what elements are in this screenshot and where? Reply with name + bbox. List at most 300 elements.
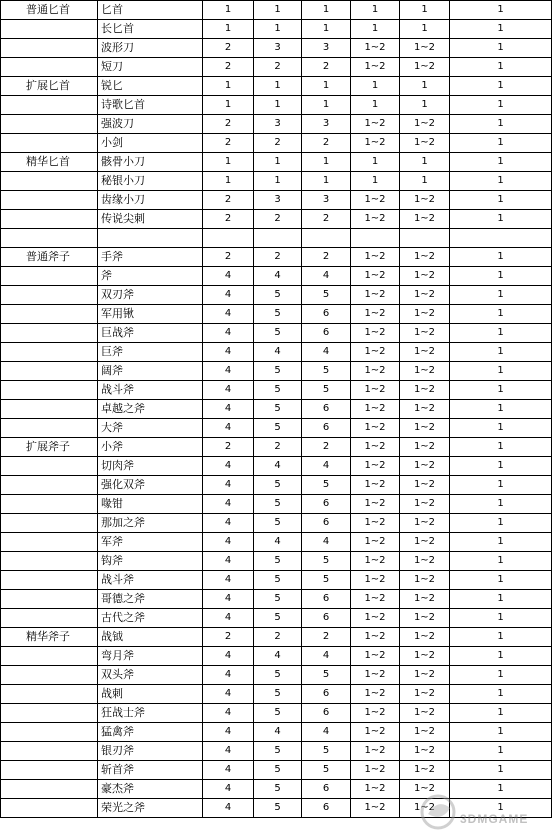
value-cell: 1: [351, 20, 400, 39]
value-cell: 1: [302, 153, 351, 172]
value-cell: 1: [450, 400, 552, 419]
value-cell: 6: [302, 419, 351, 438]
value-cell: 4: [203, 552, 254, 571]
value-cell: 3: [254, 39, 302, 58]
category-cell: [1, 305, 98, 324]
table-row: [1, 514, 552, 533]
value-cell: 2: [254, 58, 302, 77]
value-cell: 5: [302, 571, 351, 590]
category-cell: [1, 134, 98, 153]
value-cell: 2: [203, 438, 254, 457]
weapon-name-cell: 豪杰斧: [98, 780, 203, 799]
table-row: [1, 438, 552, 457]
value-cell: 5: [254, 685, 302, 704]
value-cell: 5: [254, 495, 302, 514]
value-cell: 1: [450, 514, 552, 533]
table-row: [1, 381, 552, 400]
category-cell: [1, 552, 98, 571]
weapon-name-cell: 斩首斧: [98, 761, 203, 780]
value-cell: 2: [203, 248, 254, 267]
table-row: [1, 742, 552, 761]
value-cell: 1: [351, 77, 400, 96]
table-row: [1, 590, 552, 609]
value-cell: 4: [203, 533, 254, 552]
value-cell: 1~2: [351, 723, 400, 742]
value-cell: 1: [203, 20, 254, 39]
category-cell: [1, 172, 98, 191]
value-cell: 2: [302, 248, 351, 267]
weapon-name-cell: 战斗斧: [98, 381, 203, 400]
value-cell: 1~2: [351, 476, 400, 495]
value-cell: 5: [254, 324, 302, 343]
weapon-name-cell: 喙钳: [98, 495, 203, 514]
weapon-name-cell: 那加之斧: [98, 514, 203, 533]
value-cell: 4: [302, 267, 351, 286]
value-cell: 1~2: [400, 742, 450, 761]
value-cell: 1: [450, 704, 552, 723]
value-cell: [302, 229, 351, 248]
value-cell: 5: [254, 571, 302, 590]
weapon-name-cell: 强波刀: [98, 115, 203, 134]
value-cell: [254, 229, 302, 248]
value-cell: 1: [450, 495, 552, 514]
value-cell: 1: [450, 39, 552, 58]
value-cell: 5: [254, 552, 302, 571]
value-cell: 1~2: [351, 666, 400, 685]
weapon-name-cell: 荣光之斧: [98, 799, 203, 818]
table-row: [1, 96, 552, 115]
value-cell: 6: [302, 590, 351, 609]
value-cell: 1: [351, 153, 400, 172]
weapon-name-cell: 双头斧: [98, 666, 203, 685]
watermark-logo-icon: [416, 792, 460, 832]
table-row: [1, 362, 552, 381]
category-cell: [1, 514, 98, 533]
value-cell: 4: [302, 533, 351, 552]
category-cell: 扩展斧子: [1, 438, 98, 457]
value-cell: 1~2: [400, 799, 450, 818]
value-cell: 1~2: [351, 742, 400, 761]
table-row: [1, 609, 552, 628]
value-cell: 1: [450, 305, 552, 324]
value-cell: 2: [203, 58, 254, 77]
value-cell: 5: [302, 362, 351, 381]
value-cell: 4: [203, 286, 254, 305]
value-cell: 1: [450, 324, 552, 343]
value-cell: 1: [400, 20, 450, 39]
value-cell: [203, 229, 254, 248]
table-row: [1, 647, 552, 666]
value-cell: 5: [254, 590, 302, 609]
value-cell: 1~2: [400, 533, 450, 552]
value-cell: 1~2: [400, 476, 450, 495]
category-cell: [1, 723, 98, 742]
table-row: [1, 495, 552, 514]
value-cell: 3: [302, 39, 351, 58]
value-cell: 1~2: [400, 400, 450, 419]
value-cell: 1~2: [400, 381, 450, 400]
value-cell: 4: [203, 343, 254, 362]
table-row: [1, 210, 552, 229]
value-cell: 1: [203, 77, 254, 96]
value-cell: 1~2: [400, 761, 450, 780]
value-cell: 1: [203, 172, 254, 191]
table-row: [1, 248, 552, 267]
table-row: [1, 324, 552, 343]
value-cell: 1: [450, 172, 552, 191]
value-cell: 1: [450, 742, 552, 761]
value-cell: 1: [351, 1, 400, 20]
table-row: [1, 58, 552, 77]
value-cell: 2: [254, 628, 302, 647]
value-cell: 4: [302, 457, 351, 476]
value-cell: 1: [450, 438, 552, 457]
value-cell: 1~2: [351, 704, 400, 723]
value-cell: 1: [203, 153, 254, 172]
weapon-name-cell: 短刀: [98, 58, 203, 77]
weapon-name-cell: 切肉斧: [98, 457, 203, 476]
value-cell: 5: [254, 514, 302, 533]
table-row: [1, 628, 552, 647]
value-cell: 1: [450, 476, 552, 495]
category-cell: [1, 210, 98, 229]
value-cell: 5: [254, 362, 302, 381]
value-cell: 4: [254, 343, 302, 362]
weapon-name-cell: 战钺: [98, 628, 203, 647]
category-cell: [1, 96, 98, 115]
value-cell: 3: [254, 115, 302, 134]
weapon-name-cell: 狂战士斧: [98, 704, 203, 723]
value-cell: 1~2: [351, 400, 400, 419]
value-cell: 1~2: [351, 761, 400, 780]
value-cell: 3: [302, 191, 351, 210]
value-cell: 2: [302, 134, 351, 153]
watermark-text: 3DMGAME: [460, 812, 529, 826]
value-cell: 5: [254, 666, 302, 685]
value-cell: 4: [254, 647, 302, 666]
table-row: [1, 305, 552, 324]
value-cell: 1~2: [351, 210, 400, 229]
weapon-name-cell: 匕首: [98, 1, 203, 20]
value-cell: 5: [254, 780, 302, 799]
weapon-name-cell: 战斗斧: [98, 571, 203, 590]
weapon-name-cell: 哥德之斧: [98, 590, 203, 609]
value-cell: 4: [203, 799, 254, 818]
table-row: [1, 20, 552, 39]
value-cell: 1: [400, 1, 450, 20]
weapon-name-cell: 军斧: [98, 533, 203, 552]
value-cell: 1: [450, 457, 552, 476]
value-cell: 1: [450, 685, 552, 704]
value-cell: 5: [254, 286, 302, 305]
value-cell: 1~2: [351, 134, 400, 153]
value-cell: 4: [254, 723, 302, 742]
category-cell: [1, 381, 98, 400]
value-cell: 1: [254, 153, 302, 172]
value-cell: 1~2: [400, 514, 450, 533]
category-cell: 普通斧子: [1, 248, 98, 267]
weapon-name-cell: 战刺: [98, 685, 203, 704]
category-cell: [1, 115, 98, 134]
value-cell: 1: [450, 286, 552, 305]
value-cell: 1: [302, 20, 351, 39]
value-cell: 1: [400, 77, 450, 96]
value-cell: 4: [203, 476, 254, 495]
table-row: [1, 343, 552, 362]
table-row: [1, 115, 552, 134]
table-row: [1, 172, 552, 191]
value-cell: 6: [302, 685, 351, 704]
value-cell: 1~2: [351, 533, 400, 552]
value-cell: 1~2: [351, 305, 400, 324]
value-cell: 4: [302, 647, 351, 666]
weapon-name-cell: 手斧: [98, 248, 203, 267]
value-cell: 2: [302, 438, 351, 457]
category-cell: [1, 761, 98, 780]
value-cell: 2: [254, 438, 302, 457]
value-cell: [400, 229, 450, 248]
value-cell: 4: [302, 723, 351, 742]
value-cell: 2: [302, 210, 351, 229]
category-cell: [1, 58, 98, 77]
value-cell: 1: [450, 780, 552, 799]
value-cell: 1: [400, 172, 450, 191]
value-cell: 5: [254, 400, 302, 419]
weapon-name-cell: 传说尖刺: [98, 210, 203, 229]
weapon-name-cell: 齿缘小刀: [98, 191, 203, 210]
value-cell: 1~2: [400, 590, 450, 609]
value-cell: 1~2: [351, 343, 400, 362]
value-cell: 4: [203, 723, 254, 742]
value-cell: 1~2: [351, 248, 400, 267]
value-cell: 4: [203, 609, 254, 628]
value-cell: 1~2: [351, 628, 400, 647]
value-cell: 1: [302, 1, 351, 20]
category-cell: [1, 419, 98, 438]
value-cell: 3: [302, 115, 351, 134]
category-cell: [1, 799, 98, 818]
value-cell: 4: [203, 685, 254, 704]
table-row: [1, 400, 552, 419]
table-row: [1, 134, 552, 153]
value-cell: 1~2: [351, 191, 400, 210]
value-cell: 5: [254, 305, 302, 324]
value-cell: 1: [450, 552, 552, 571]
table-row: [1, 685, 552, 704]
value-cell: 1: [302, 96, 351, 115]
value-cell: 1~2: [351, 419, 400, 438]
value-cell: 5: [302, 552, 351, 571]
value-cell: 4: [302, 343, 351, 362]
value-cell: 6: [302, 305, 351, 324]
weapon-name-cell: 巨战斧: [98, 324, 203, 343]
value-cell: 4: [254, 533, 302, 552]
value-cell: 1: [450, 419, 552, 438]
category-cell: [1, 267, 98, 286]
value-cell: 1~2: [400, 286, 450, 305]
value-cell: 1: [450, 666, 552, 685]
weapon-name-cell: 钩斧: [98, 552, 203, 571]
value-cell: 4: [254, 267, 302, 286]
weapon-name-cell: 强化双斧: [98, 476, 203, 495]
value-cell: 2: [254, 134, 302, 153]
value-cell: 6: [302, 324, 351, 343]
value-cell: 4: [203, 324, 254, 343]
table-row: [1, 286, 552, 305]
category-cell: 扩展匕首: [1, 77, 98, 96]
value-cell: 1~2: [351, 115, 400, 134]
value-cell: 6: [302, 400, 351, 419]
weapon-name-cell: 双刃斧: [98, 286, 203, 305]
value-cell: 4: [203, 419, 254, 438]
category-cell: [1, 476, 98, 495]
value-cell: 1: [450, 1, 552, 20]
value-cell: 1~2: [400, 115, 450, 134]
table-row: [1, 666, 552, 685]
weapon-name-cell: 波形刀: [98, 39, 203, 58]
category-cell: [1, 685, 98, 704]
category-cell: 精华斧子: [1, 628, 98, 647]
value-cell: 1~2: [351, 685, 400, 704]
value-cell: 1~2: [400, 609, 450, 628]
value-cell: 4: [203, 647, 254, 666]
weapon-name-cell: 秘银小刀: [98, 172, 203, 191]
table-row: [1, 533, 552, 552]
value-cell: 1~2: [400, 267, 450, 286]
table-row: [1, 552, 552, 571]
value-cell: 5: [302, 666, 351, 685]
value-cell: 2: [254, 248, 302, 267]
value-cell: 6: [302, 495, 351, 514]
value-cell: 4: [203, 381, 254, 400]
value-cell: 1: [450, 20, 552, 39]
value-cell: 1: [450, 647, 552, 666]
value-cell: [450, 229, 552, 248]
table-row: [1, 1, 552, 20]
value-cell: 1: [254, 77, 302, 96]
value-cell: 5: [254, 419, 302, 438]
value-cell: 1~2: [351, 457, 400, 476]
value-cell: 2: [203, 628, 254, 647]
value-cell: 1: [450, 571, 552, 590]
value-cell: 2: [203, 39, 254, 58]
weapon-name-cell: 银刃斧: [98, 742, 203, 761]
weapon-name-cell: 诗歌匕首: [98, 96, 203, 115]
value-cell: 5: [254, 476, 302, 495]
value-cell: 1~2: [400, 419, 450, 438]
value-cell: 1: [302, 172, 351, 191]
weapon-name-cell: 阔斧: [98, 362, 203, 381]
value-cell: 1: [450, 761, 552, 780]
value-cell: 1: [450, 248, 552, 267]
value-cell: 1~2: [351, 381, 400, 400]
value-cell: 1~2: [351, 58, 400, 77]
value-cell: 1~2: [351, 362, 400, 381]
value-cell: 1~2: [351, 324, 400, 343]
value-cell: 1: [254, 172, 302, 191]
value-cell: 5: [254, 704, 302, 723]
table-row: [1, 571, 552, 590]
value-cell: 4: [203, 704, 254, 723]
table-row: [1, 77, 552, 96]
value-cell: 1~2: [400, 647, 450, 666]
value-cell: 1: [302, 77, 351, 96]
category-cell: [1, 324, 98, 343]
value-cell: 1: [450, 343, 552, 362]
value-cell: 1~2: [351, 286, 400, 305]
category-cell: [1, 343, 98, 362]
category-cell: [1, 742, 98, 761]
weapon-name-cell: 锐匕: [98, 77, 203, 96]
value-cell: 1~2: [351, 609, 400, 628]
value-cell: 6: [302, 780, 351, 799]
value-cell: 1: [254, 96, 302, 115]
value-cell: 5: [302, 381, 351, 400]
value-cell: 4: [203, 305, 254, 324]
category-cell: 精华匕首: [1, 153, 98, 172]
category-cell: [1, 457, 98, 476]
weapon-name-cell: 骸骨小刀: [98, 153, 203, 172]
value-cell: 5: [302, 476, 351, 495]
category-cell: [1, 571, 98, 590]
category-cell: [1, 495, 98, 514]
value-cell: 1: [351, 96, 400, 115]
value-cell: 1~2: [400, 552, 450, 571]
value-cell: 4: [203, 514, 254, 533]
value-cell: 1~2: [400, 210, 450, 229]
weapon-name-cell: 猛禽斧: [98, 723, 203, 742]
value-cell: 1~2: [351, 590, 400, 609]
value-cell: 2: [302, 628, 351, 647]
value-cell: 1~2: [400, 685, 450, 704]
weapon-name-cell: 小斧: [98, 438, 203, 457]
value-cell: 1~2: [400, 39, 450, 58]
value-cell: 1: [450, 723, 552, 742]
value-cell: 1~2: [351, 514, 400, 533]
category-cell: [1, 229, 98, 248]
value-cell: 1~2: [351, 267, 400, 286]
table-row: [1, 153, 552, 172]
value-cell: 4: [203, 571, 254, 590]
value-cell: 4: [203, 780, 254, 799]
value-cell: 1~2: [351, 780, 400, 799]
table-row: [1, 39, 552, 58]
value-cell: 2: [203, 115, 254, 134]
value-cell: 4: [203, 457, 254, 476]
value-cell: 1~2: [400, 343, 450, 362]
value-cell: 1~2: [400, 495, 450, 514]
table-row: [1, 419, 552, 438]
value-cell: 1: [450, 628, 552, 647]
value-cell: 1~2: [351, 39, 400, 58]
value-cell: 1~2: [400, 723, 450, 742]
value-cell: 1: [450, 210, 552, 229]
value-cell: 1~2: [400, 571, 450, 590]
value-cell: 1~2: [351, 571, 400, 590]
value-cell: 4: [203, 742, 254, 761]
category-cell: [1, 533, 98, 552]
category-cell: [1, 286, 98, 305]
table-row: [1, 723, 552, 742]
value-cell: 1: [450, 153, 552, 172]
weapon-name-cell: 军用锹: [98, 305, 203, 324]
value-cell: 1~2: [351, 495, 400, 514]
value-cell: 1: [450, 96, 552, 115]
value-cell: 4: [254, 457, 302, 476]
value-cell: 1: [450, 267, 552, 286]
value-cell: 5: [302, 286, 351, 305]
value-cell: 1: [351, 172, 400, 191]
